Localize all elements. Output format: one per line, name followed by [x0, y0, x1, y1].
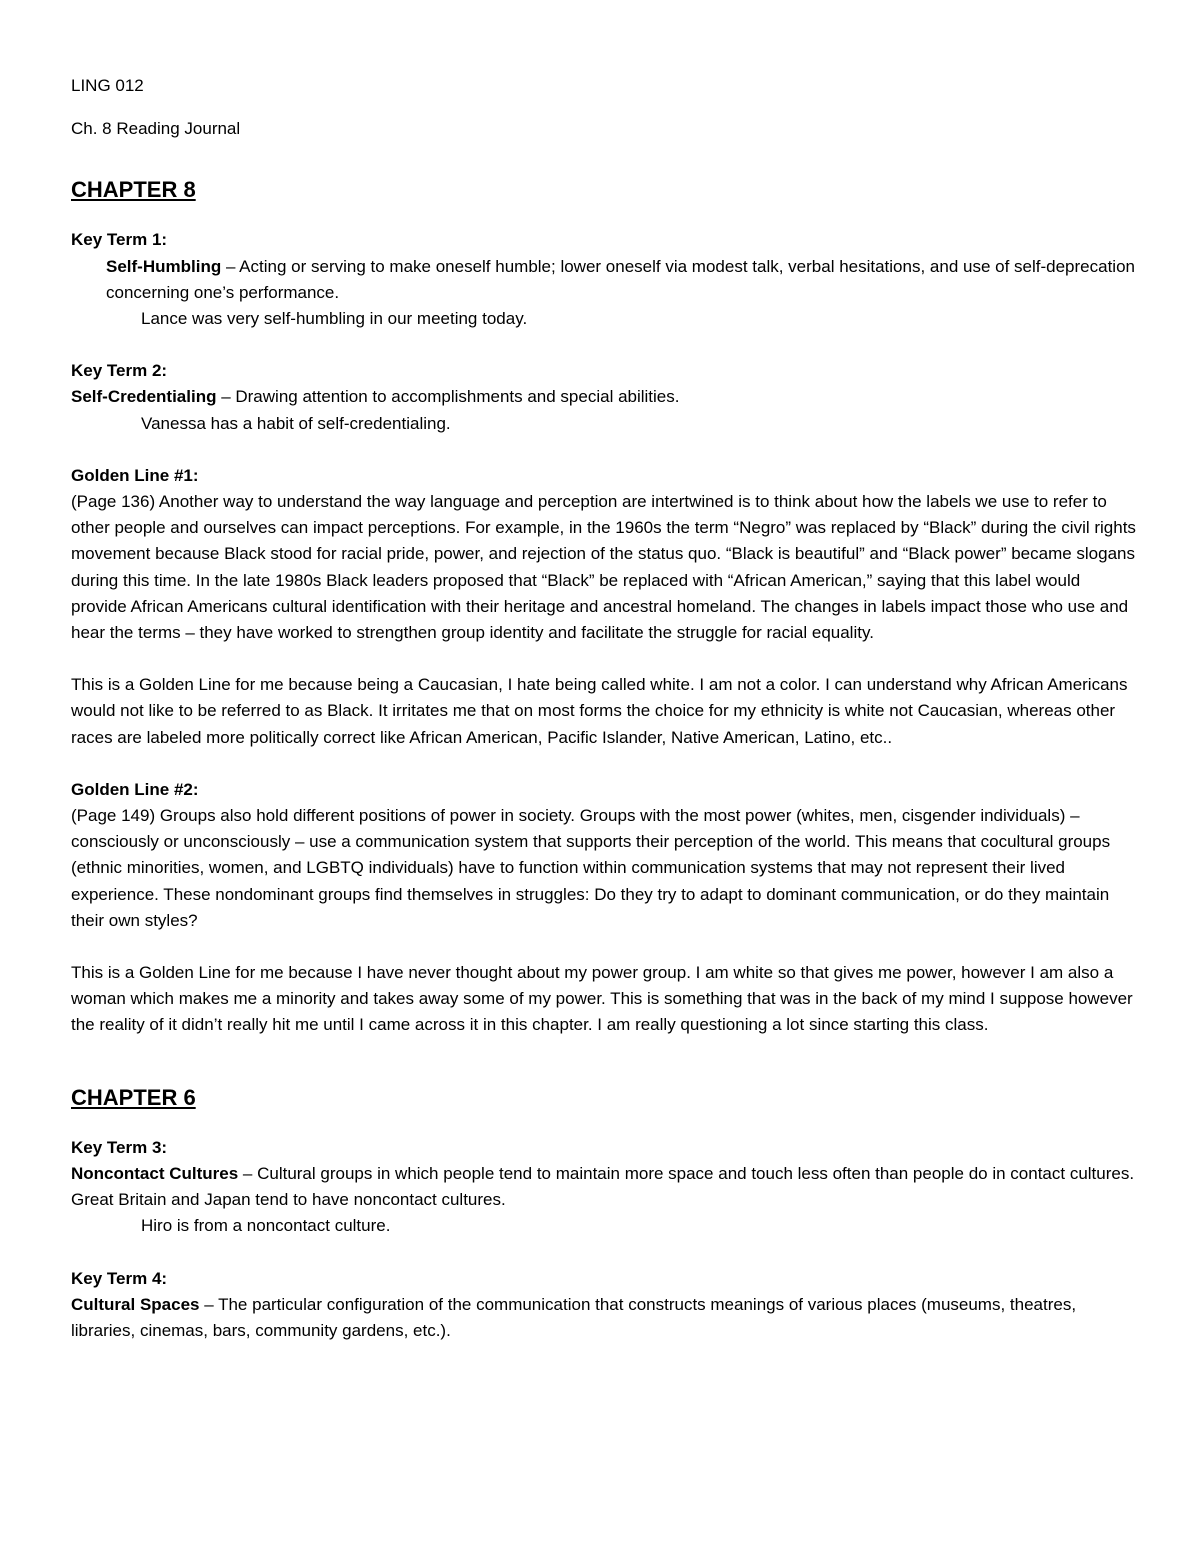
key-term-4-term: Cultural Spaces [71, 1294, 200, 1314]
key-term-2-term: Self-Credentialing [71, 387, 217, 407]
chapter-6-heading: CHAPTER 6 [71, 1084, 196, 1110]
golden-line-1-label: Golden Line #1: [71, 465, 199, 485]
key-term-1-term: Self-Humbling [106, 256, 222, 276]
golden-line-1-quote: (Page 136) Another way to understand the way language and perception are intertwined is to think about how the labels we use to refer to other people and ourselves can impact perceptions. For example, in the 1960s the term “Negro” was replaced by “Black” during the civil rights movement because Black stood for racial pride, power, and rejection of the status quo. “Black is beautiful” and “Black power” became slogans during this time. In the late 1980s Black leaders proposed that “Black” be replaced with “African American,” saying that this label would provide African Americans cultural identification with their heritage and ancestral homeland. The changes in labels impact those who use and hear the terms – they have worked to strengthen group identity and facilitate the struggle for racial equality. [71, 492, 1136, 643]
key-term-2 [71, 358, 1136, 437]
key-term-4 [71, 1266, 1136, 1345]
key-term-1 [71, 227, 1136, 332]
golden-line-1-reflection: This is a Golden Line for me because being a Caucasian, I hate being called white. I am not a color. I can understand why African Americans would not like to be referred to as Black. It irritates me that on most forms the choice for my ethnicity is white not Caucasian, whereas other races are labeled more politically correct like African American, Pacific Islander, Native American, Latino, etc.. [71, 675, 1128, 747]
key-term-3-label: Key Term 3: [71, 1137, 168, 1157]
key-term-1-example: Lance was very self-humbling in our meeting today. [141, 309, 528, 329]
course-code: LING 012 [71, 76, 144, 95]
golden-line-2 [71, 777, 1136, 934]
key-term-4-definition-block [71, 1292, 1136, 1344]
key-term-4-label: Key Term 4: [71, 1268, 168, 1288]
key-term-2-definition-block [71, 384, 1136, 410]
key-term-2-example: Vanessa has a habit of self-credentialing. [141, 413, 451, 433]
golden-line-2-label: Golden Line #2: [71, 779, 199, 799]
key-term-3-term: Noncontact Cultures [71, 1163, 239, 1183]
key-term-1-definition-block [71, 254, 1136, 306]
key-term-3-example: Hiro is from a noncontact culture. [141, 1216, 391, 1236]
key-term-2-definition: – Drawing attention to accomplishments and special abilities. [216, 387, 680, 407]
golden-line-1 [71, 463, 1136, 646]
key-term-2-label: Key Term 2: [71, 361, 168, 381]
golden-line-2-quote: (Page 149) Groups also hold different positions of power in society. Groups with the most power (whites, men, cisgender individuals) – consciously or unconsciously – use a communication system that supports their perception of the world. This means that cocultural groups (ethnic minorities, women, and LGBTQ individuals) have to function within communication systems that may not represent their lived experience. These nondominant groups find themselves in struggles: Do they try to adapt to dominant communication, or do they maintain their own styles? [71, 806, 1111, 930]
document-body [71, 73, 1136, 1370]
key-term-4-definition: – The particular configuration of the communication that constructs meanings of various places (museums, theatres, libraries, cinemas, bars, community gardens, etc.). [71, 1294, 1077, 1340]
key-term-1-definition: – Acting or serving to make oneself humble; lower oneself via modest talk, verbal hesitations, and use of self-deprecation concerning one’s performance. [106, 256, 1135, 302]
chapter-8-heading: CHAPTER 8 [71, 177, 196, 203]
key-term-1-label: Key Term 1: [71, 230, 168, 250]
key-term-3-definition-block [71, 1161, 1136, 1213]
key-term-3 [71, 1135, 1136, 1240]
key-term-3-definition: – Cultural groups in which people tend to maintain more space and touch less often than people do in contact cultures. Great Britain and Japan tend to have noncontact cultures. [71, 1163, 1135, 1210]
golden-line-2-reflection: This is a Golden Line for me because I have never thought about my power group. I am white so that gives me power, however I am also a woman which makes me a minority and takes away some of my power. This is something that was in the back of my mind I suppose however the reality of it didn’t really hit me until I came across it in this chapter. I am really questioning a lot since starting this class. [71, 963, 1133, 1035]
assignment-title: Ch. 8 Reading Journal [71, 119, 241, 139]
